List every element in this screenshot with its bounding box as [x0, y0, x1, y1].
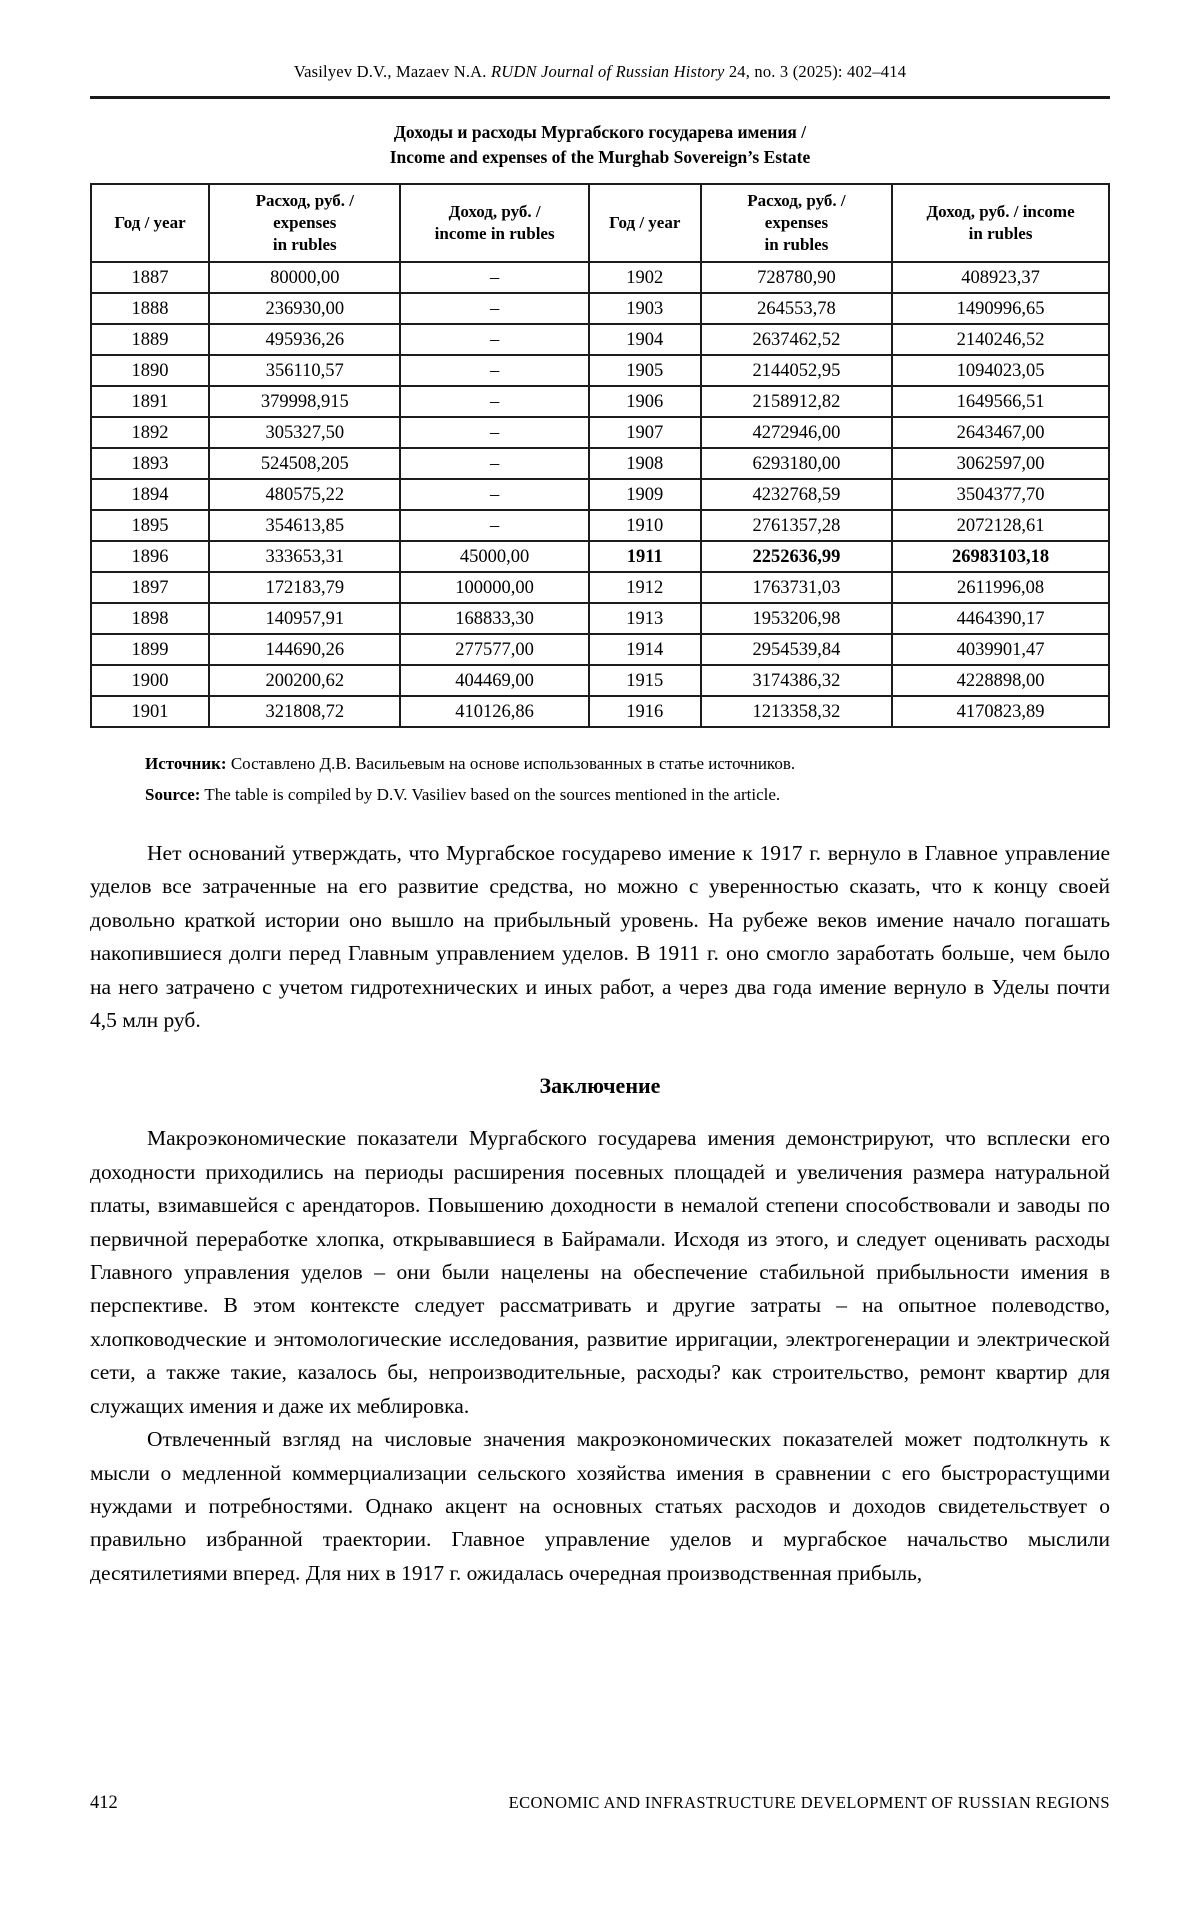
income-cell: 2072128,61 [892, 510, 1109, 541]
income-cell: 4228898,00 [892, 665, 1109, 696]
year-cell: 1908 [589, 448, 701, 479]
body-paragraph: Нет оснований утверждать, что Мургабское государево имение к 1917 г. вернуло в Главное управление уделов все затраченные на его развитие средства, но можно с уверенностью сказать, что к концу своей довольно краткой истории оно вышло на прибыльный уровень. На рубеже веков имение начало погашать накопившиеся долги перед Главным управлением уделов. В 1911 г. оно смогло заработать больше, чем было на него затрачено с учетом гидротехнических и иных работ, а через два года имение вернуло в Уделы почти 4,5 млн руб. [90, 841, 1110, 1033]
income-cell: 1094023,05 [892, 355, 1109, 386]
income-cell: 45000,00 [400, 541, 588, 572]
page-number: 412 [90, 1793, 118, 1813]
table-caption [90, 120, 1110, 170]
expenses-cell: 305327,50 [209, 417, 400, 448]
year-cell: 1914 [589, 634, 701, 665]
year-cell: 1898 [91, 603, 209, 634]
expenses-cell: 2144052,95 [701, 355, 892, 386]
table-caption-ru: Доходы и расходы Мургабского государева имения / [393, 122, 807, 142]
year-cell: 1902 [589, 262, 701, 293]
income-cell: 3062597,00 [892, 448, 1109, 479]
expenses-cell: 524508,205 [209, 448, 400, 479]
year-cell: 1912 [589, 572, 701, 603]
expenses-cell: 354613,85 [209, 510, 400, 541]
table-row [91, 386, 1109, 417]
year-header: Год / year [91, 184, 209, 262]
year-cell: 1899 [91, 634, 209, 665]
year-cell: 1910 [589, 510, 701, 541]
article-body [90, 837, 1110, 1590]
expenses-cell: 200200,62 [209, 665, 400, 696]
table-row [91, 417, 1109, 448]
table-row [91, 510, 1109, 541]
income-cell: – [400, 479, 588, 510]
table-row [91, 293, 1109, 324]
year-cell: 1897 [91, 572, 209, 603]
income-cell: – [400, 355, 588, 386]
year-cell: 1906 [589, 386, 701, 417]
body-paragraph: Отвлеченный взгляд на числовые значения макроэкономических показателей может подтолкнуть к мысли о медленной коммерциализации сельского хозяйства имения в сравнении с его быстрорастущими нуждами и потребностями. Однако акцент на основных статьях расходов и доходов свидетельствует о правильно избранной траектории. Главное управление уделов и мургабское начальство мыслили десятилетиями вперед. Для них в 1917 г. ожидалась очередная производственная прибыль, [90, 1427, 1110, 1585]
year-cell: 1913 [589, 603, 701, 634]
income-cell: 1490996,65 [892, 293, 1109, 324]
running-head-authors: Vasilyev D.V., Mazaev N.A. [293, 62, 487, 81]
income-cell: 26983103,18 [892, 541, 1109, 572]
income-cell: – [400, 324, 588, 355]
income-cell: 4464390,17 [892, 603, 1109, 634]
expenses-cell: 172183,79 [209, 572, 400, 603]
income-cell: – [400, 262, 588, 293]
table-row [91, 696, 1109, 727]
year-cell: 1896 [91, 541, 209, 572]
income-cell: 1649566,51 [892, 386, 1109, 417]
expenses-cell: 495936,26 [209, 324, 400, 355]
expenses-cell: 1763731,03 [701, 572, 892, 603]
income-cell: 168833,30 [400, 603, 588, 634]
expenses-cell: 379998,915 [209, 386, 400, 417]
running-head [90, 0, 1110, 82]
income-cell: 408923,37 [892, 262, 1109, 293]
expenses-cell: 2954539,84 [701, 634, 892, 665]
page-footer [90, 1793, 1110, 1814]
year-cell: 1890 [91, 355, 209, 386]
expenses-cell: 480575,22 [209, 479, 400, 510]
expenses-cell: 1213358,32 [701, 696, 892, 727]
body-paragraph: Макроэкономические показатели Мургабского государева имения демонстрируют, что всплески его доходности приходились на периоды расширения посевных площадей и увеличения размера натуральной платы, взимавшейся с арендаторов. Повышению доходности в немалой степени способствовали и заводы по первичной переработке хлопка, открывавшиеся в Байрамали. Исходя из этого, и следует оценивать расходы Главного управления уделов – они были нацелены на обеспечение стабильной прибыльности имения в перспективе. В этом контексте следует рассматривать и другие затраты – на опытное полеводство, хлопководческие и энтомологические исследования, развитие ирригации, электрогенерации и электрической сети, а также такие, казалось бы, непроизводительные, расходы? как строительство, ремонт квартир для служащих имения и даже их меблировка. [90, 1126, 1110, 1418]
expenses-cell: 6293180,00 [701, 448, 892, 479]
year-cell: 1894 [91, 479, 209, 510]
expenses-cell: 728780,90 [701, 262, 892, 293]
expenses-cell: 140957,91 [209, 603, 400, 634]
income-cell: 2140246,52 [892, 324, 1109, 355]
year-cell: 1907 [589, 417, 701, 448]
income-cell: 2643467,00 [892, 417, 1109, 448]
source-text-ru: Составлено Д.В. Васильевым на основе использованных в статье источников. [226, 754, 796, 773]
year-cell: 1901 [91, 696, 209, 727]
year-cell: 1905 [589, 355, 701, 386]
table-row [91, 262, 1109, 293]
income-cell: 410126,86 [400, 696, 588, 727]
table-row [91, 572, 1109, 603]
source-label-en: Source: [145, 785, 201, 804]
year-cell: 1903 [589, 293, 701, 324]
year-cell: 1900 [91, 665, 209, 696]
table-row [91, 448, 1109, 479]
table-row [91, 324, 1109, 355]
expenses-cell: 356110,57 [209, 355, 400, 386]
year-cell: 1916 [589, 696, 701, 727]
year-cell: 1888 [91, 293, 209, 324]
table-row [91, 665, 1109, 696]
source-note-en [145, 779, 1110, 810]
year-cell: 1893 [91, 448, 209, 479]
income-cell: – [400, 510, 588, 541]
estate-table-header-row [91, 184, 1109, 262]
footer-section-title: ECONOMIC AND INFRASTRUCTURE DEVELOPMENT OF RUSSIAN REGIONS [508, 1793, 1110, 1812]
income-cell: 4039901,47 [892, 634, 1109, 665]
page-content [90, 0, 1110, 1590]
year-cell: 1909 [589, 479, 701, 510]
source-label-ru: Источник: [145, 754, 227, 773]
year-header: Год / year [589, 184, 701, 262]
expenses-cell: 80000,00 [209, 262, 400, 293]
expenses-cell: 2637462,52 [701, 324, 892, 355]
table-row [91, 603, 1109, 634]
income-header: Доход, руб. / income in rubles [892, 184, 1109, 262]
year-cell: 1904 [589, 324, 701, 355]
expenses-cell: 4272946,00 [701, 417, 892, 448]
expenses-cell: 1953206,98 [701, 603, 892, 634]
expenses-cell: 2761357,28 [701, 510, 892, 541]
table-source-notes [145, 748, 1110, 810]
income-cell: 4170823,89 [892, 696, 1109, 727]
expenses-header: Расход, руб. / expenses in rubles [209, 184, 400, 262]
expenses-cell: 321808,72 [209, 696, 400, 727]
expenses-cell: 144690,26 [209, 634, 400, 665]
income-cell: 100000,00 [400, 572, 588, 603]
table-row [91, 541, 1109, 572]
expenses-cell: 3174386,32 [701, 665, 892, 696]
source-note-ru [145, 748, 1110, 779]
expenses-cell: 2158912,82 [701, 386, 892, 417]
year-cell: 1895 [91, 510, 209, 541]
table-row [91, 355, 1109, 386]
income-cell: 404469,00 [400, 665, 588, 696]
running-head-issue: 24, no. 3 (2025): 402–414 [728, 62, 907, 81]
year-cell: 1892 [91, 417, 209, 448]
running-head-journal: RUDN Journal of Russian History [490, 62, 725, 81]
expenses-header: Расход, руб. / expenses in rubles [701, 184, 892, 262]
income-cell: – [400, 386, 588, 417]
year-cell: 1891 [91, 386, 209, 417]
year-cell: 1889 [91, 324, 209, 355]
income-header: Доход, руб. / income in rubles [400, 184, 588, 262]
table-row [91, 634, 1109, 665]
income-cell: – [400, 417, 588, 448]
year-cell: 1887 [91, 262, 209, 293]
expenses-cell: 236930,00 [209, 293, 400, 324]
table-caption-en: Income and expenses of the Murghab Sovereign’s Estate [389, 147, 811, 167]
income-cell: 277577,00 [400, 634, 588, 665]
table-row [91, 479, 1109, 510]
expenses-cell: 4232768,59 [701, 479, 892, 510]
year-cell: 1911 [589, 541, 701, 572]
estate-table-body [91, 262, 1109, 727]
source-text-en: The table is compiled by D.V. Vasiliev based on the sources mentioned in the article. [200, 785, 781, 804]
header-rule [90, 96, 1110, 99]
income-cell: – [400, 293, 588, 324]
expenses-cell: 333653,31 [209, 541, 400, 572]
income-cell: 3504377,70 [892, 479, 1109, 510]
expenses-cell: 2252636,99 [701, 541, 892, 572]
conclusion-heading: Заключение [539, 1073, 661, 1099]
year-cell: 1915 [589, 665, 701, 696]
income-expenses-table [90, 183, 1110, 728]
income-cell: – [400, 448, 588, 479]
income-cell: 2611996,08 [892, 572, 1109, 603]
expenses-cell: 264553,78 [701, 293, 892, 324]
